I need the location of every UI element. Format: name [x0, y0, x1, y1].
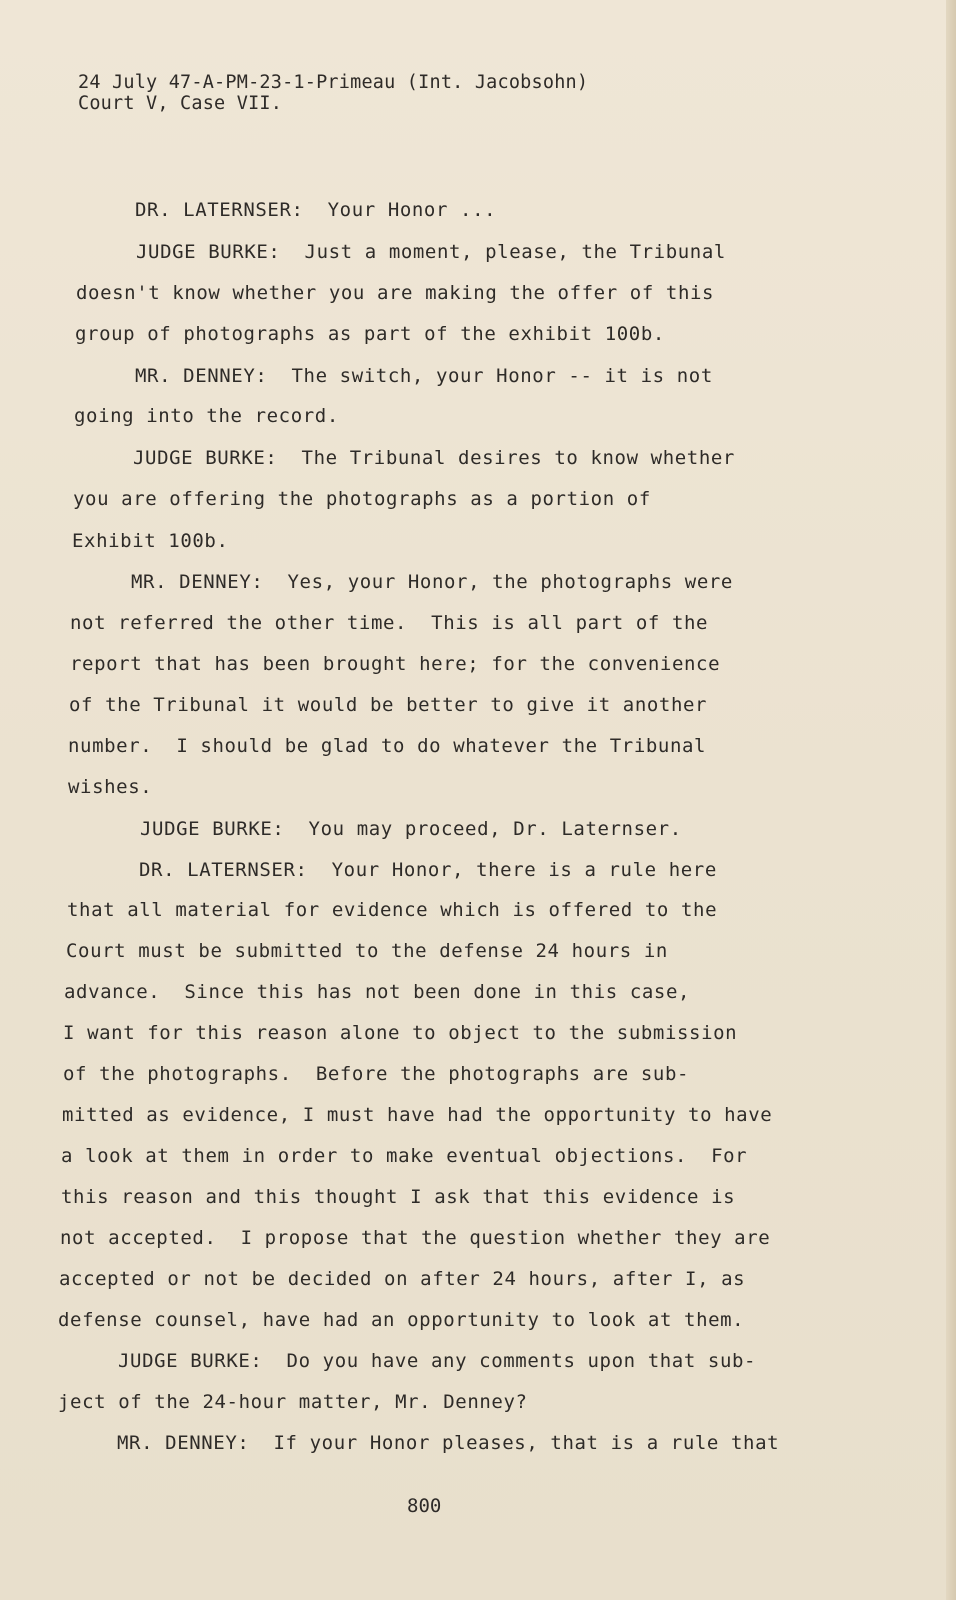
transcript-line: this reason and this thought I ask that this evidence is	[61, 1186, 736, 1208]
transcript-line: MR. DENNEY: Yes, your Honor, the photographs were	[131, 571, 733, 593]
transcript-line: a look at them in order to make eventual objections. For	[61, 1145, 748, 1167]
transcript-line: Exhibit 100b.	[72, 530, 229, 552]
transcript-line: report that has been brought here; for the convenience	[70, 653, 721, 675]
transcript-line: doesn't know whether you are making the offer of this	[76, 282, 715, 304]
transcript-line: MR. DENNEY: If your Honor pleases, that is a rule that	[117, 1432, 780, 1454]
transcript-line: that all material for evidence which is offered to the	[67, 899, 718, 921]
transcript-line: you are offering the photographs as a portion of	[73, 488, 651, 510]
transcript-line: of the photographs. Before the photographs are sub-	[63, 1063, 690, 1085]
transcript-line: DR. LATERNSER: Your Honor, there is a rule here	[139, 859, 717, 881]
document-header	[78, 72, 588, 114]
header-line-1: 24 July 47-A-PM-23-1-Primeau (Int. Jacobsohn)	[78, 72, 589, 93]
transcript-line: not accepted. I propose that the question whether they are	[60, 1227, 771, 1249]
transcript-line: DR. LATERNSER: Your Honor ...	[135, 199, 497, 221]
transcript-line: number. I should be glad to do whatever the Tribunal	[68, 735, 707, 757]
transcript-line: JUDGE BURKE: Do you have any comments upon that sub-	[118, 1350, 757, 1372]
transcript-line: ject of the 24-hour matter, Mr. Denney?	[58, 1391, 528, 1413]
transcript-line: mitted as evidence, I must have had the opportunity to have	[62, 1104, 773, 1126]
transcript-line: defense counsel, have had an opportunity to look at them.	[58, 1309, 745, 1331]
transcript-line: I want for this reason alone to object to the submission	[63, 1022, 738, 1044]
transcript-line: JUDGE BURKE: Just a moment, please, the Tribunal	[136, 241, 726, 263]
page-number: 800	[407, 1495, 442, 1517]
transcript-line: advance. Since this has not been done in this case,	[64, 981, 691, 1003]
transcript-line: group of photographs as part of the exhibit 100b.	[75, 323, 665, 345]
transcript-line: not referred the other time. This is all part of the	[70, 612, 709, 634]
transcript-line: accepted or not be decided on after 24 hours, after I, as	[59, 1268, 746, 1290]
header-line-2: Court V, Case VII.	[78, 93, 283, 114]
transcript-line: going into the record.	[74, 405, 339, 427]
transcript-line: of the Tribunal it would be better to give it another	[69, 694, 708, 716]
transcript-line: JUDGE BURKE: The Tribunal desires to know whether	[133, 447, 735, 469]
transcript-line: Court must be submitted to the defense 24 hours in	[66, 940, 668, 962]
transcript-line: JUDGE BURKE: You may proceed, Dr. Laternser.	[140, 818, 682, 840]
page-edge	[946, 0, 956, 1600]
transcript-line: wishes.	[68, 776, 153, 798]
transcript-line: MR. DENNEY: The switch, your Honor -- it is not	[135, 365, 713, 387]
